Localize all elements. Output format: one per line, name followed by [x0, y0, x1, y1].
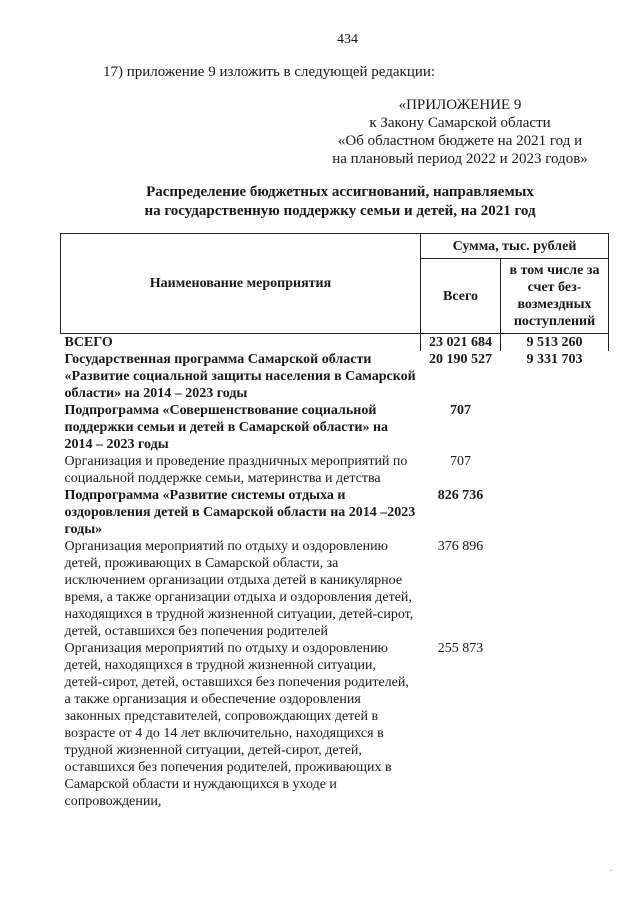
- row-free-receipts: [501, 640, 609, 810]
- page-number: 434: [337, 32, 358, 47]
- table-title-line-2: на государственную поддержку семьи и детей, на 2021 год: [144, 203, 536, 219]
- row-name: Подпрограмма «Совершенствование социальной поддержки семьи и детей в Самарской области» на 2014 – 2023 годы: [64, 403, 389, 452]
- table-row: [61, 334, 609, 352]
- row-name: Организация и проведение праздничных мероприятий по социальной поддержке семьи, материнства и детства: [64, 454, 408, 486]
- header-free-receipts: в том числе за счет без-возмездных поступлений: [501, 259, 609, 334]
- budget-table: [60, 233, 609, 810]
- scan-mark: ·: [609, 866, 613, 877]
- header-sum: Сумма, тыс. рублей: [421, 234, 609, 259]
- row-total: 707: [450, 454, 471, 469]
- row-free-receipts: [501, 453, 609, 487]
- row-name: ВСЕГО: [61, 334, 421, 352]
- row-free-receipts: [501, 538, 609, 640]
- row-name: Организация мероприятий по отдыху и оздоровлению детей, находящихся в трудной жизненной ситуации, детей-сирот, детей, оставшихся без попечения родителей, а также организация и обеспечение оздоровления законных представителей, сопровождающих детей в возрасте от 4 до 14 лет включительно, находящихся в трудной жизненной ситуации, детей-сирот, детей, оставшихся без попечения родителей, проживающих в Самарской области и нуждающихся в уходе и сопровождении,: [64, 641, 409, 809]
- table-row: [61, 351, 609, 402]
- appendix-line-3: «Об областном бюджете на 2021 год и: [337, 133, 583, 149]
- row-name: Организация мероприятий по отдыху и оздоровлению детей, проживающих в Самарской области, за исключением организации отдыха детей в каникулярное время, а также организации отдыха и оздоровления детей, находящихся в трудной жизненной ситуации, детей-сирот, детей, оставшихся без попечения родителей: [64, 539, 414, 639]
- row-free-receipts: 9 513 260: [501, 334, 609, 352]
- row-total: 255 873: [437, 641, 484, 656]
- row-free-receipts: [501, 402, 609, 453]
- row-name: Подпрограмма «Развитие системы отдыха и оздоровления детей в Самарской области на 2014 –2023 годы»: [64, 488, 416, 537]
- row-total: 826 736: [437, 488, 484, 503]
- appendix-line-4: на плановый период 2022 и 2023 годов»: [332, 151, 588, 167]
- row-free-receipts: 9 331 703: [526, 352, 583, 367]
- intro-text: 17) приложение 9 изложить в следующей редакции:: [103, 64, 436, 80]
- table-row: [61, 538, 609, 640]
- row-total: 23 021 684: [421, 334, 501, 352]
- row-name: Государственная программа Самарской области «Развитие социальной защиты населения в Самарской области» на 2014 – 2023 годы: [64, 352, 416, 401]
- table-row: [61, 487, 609, 538]
- header-total: Всего: [421, 259, 501, 334]
- appendix-header: [300, 96, 620, 168]
- table-title: [60, 183, 620, 221]
- row-total: 376 896: [437, 539, 484, 554]
- header-name: Наименование мероприятия: [61, 234, 421, 334]
- row-total: 20 190 527: [429, 352, 492, 367]
- table-row: [61, 640, 609, 810]
- appendix-line-1: «ПРИЛОЖЕНИЕ 9: [398, 97, 522, 113]
- row-total: 707: [450, 403, 471, 418]
- appendix-line-2: к Закону Самарской области: [369, 115, 551, 131]
- table-row: [61, 453, 609, 487]
- table-body: [61, 334, 609, 811]
- row-free-receipts: [501, 487, 609, 538]
- table-title-line-1: Распределение бюджетных ассигнований, направляемых: [146, 184, 534, 200]
- table-row: [61, 402, 609, 453]
